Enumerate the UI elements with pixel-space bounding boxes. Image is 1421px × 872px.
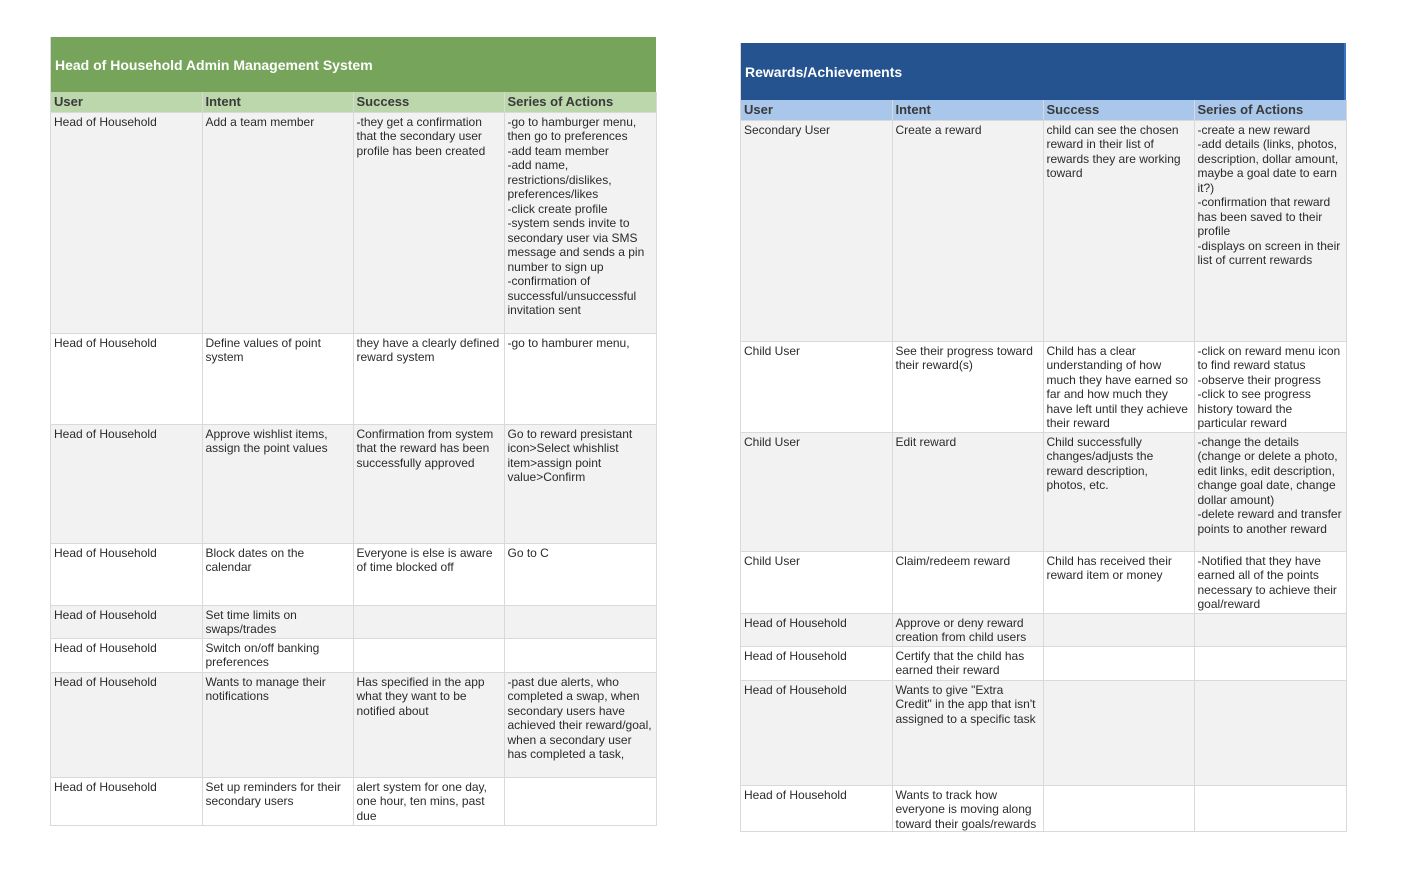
cell-user[interactable]: Head of Household <box>741 785 892 832</box>
table-row <box>51 638 656 672</box>
sheet-title[interactable]: Rewards/Achievements <box>741 43 1346 100</box>
cell-success[interactable] <box>1043 680 1194 785</box>
cell-success[interactable]: alert system for one day, one hour, ten mins, past due <box>353 777 504 825</box>
header-row <box>51 92 656 112</box>
cell-success[interactable]: Child has received their reward item or money <box>1043 551 1194 613</box>
cell-success[interactable]: Child has a clear understanding of how much they have earned so far and how much they have left until they achieve their reward <box>1043 341 1194 432</box>
table-row <box>741 613 1346 646</box>
cell-actions[interactable] <box>504 605 656 638</box>
cell-user[interactable]: Head of Household <box>51 638 202 672</box>
cell-user[interactable]: Child User <box>741 432 892 551</box>
cell-user[interactable]: Head of Household <box>741 646 892 680</box>
cell-success[interactable]: -they get a confirmation that the secondary user profile has been created <box>353 112 504 333</box>
header-actions[interactable]: Series of Actions <box>504 92 656 112</box>
cell-intent[interactable]: Wants to give "Extra Credit" in the app that isn't assigned to a specific task <box>892 680 1043 785</box>
cell-actions[interactable]: -create a new reward -add details (links, photos, description, dollar amount, maybe a goal date to earn it?) -confirmation that reward has been saved to their profile -displays on screen in their list of current rewards <box>1194 120 1346 341</box>
cell-intent[interactable]: Edit reward <box>892 432 1043 551</box>
cell-intent[interactable]: Define values of point system <box>202 333 353 424</box>
cell-intent[interactable]: Approve or deny reward creation from child users <box>892 613 1043 646</box>
cell-user[interactable]: Child User <box>741 341 892 432</box>
cell-success[interactable]: Has specified in the app what they want to be notified about <box>353 672 504 777</box>
cell-actions[interactable]: Go to C <box>504 543 656 605</box>
table-row <box>741 646 1346 680</box>
table-row <box>741 341 1346 432</box>
cell-intent[interactable]: Approve wishlist items, assign the point values <box>202 424 353 543</box>
cell-user[interactable]: Head of Household <box>51 777 202 825</box>
table-row <box>51 605 656 638</box>
cell-success[interactable] <box>1043 646 1194 680</box>
cell-intent[interactable]: Wants to track how everyone is moving along toward their goals/rewards <box>892 785 1043 832</box>
cell-actions[interactable]: Go to reward presistant icon>Select whishlist item>assign point value>Confirm <box>504 424 656 543</box>
cell-intent[interactable]: Block dates on the calendar <box>202 543 353 605</box>
header-success[interactable]: Success <box>353 92 504 112</box>
table-row <box>741 120 1346 341</box>
cell-intent[interactable]: Switch on/off banking preferences <box>202 638 353 672</box>
table-row <box>51 672 656 777</box>
header-user[interactable]: User <box>51 92 202 112</box>
header-intent[interactable]: Intent <box>892 100 1043 120</box>
cell-actions[interactable] <box>1194 613 1346 646</box>
cell-user[interactable]: Head of Household <box>51 543 202 605</box>
cell-user[interactable]: Head of Household <box>51 333 202 424</box>
cell-user[interactable]: Head of Household <box>51 112 202 333</box>
header-user[interactable]: User <box>741 100 892 120</box>
cell-intent[interactable]: Set up reminders for their secondary users <box>202 777 353 825</box>
cell-user[interactable]: Head of Household <box>51 424 202 543</box>
cell-success[interactable] <box>1043 785 1194 832</box>
cell-success[interactable] <box>1043 613 1194 646</box>
cell-actions[interactable]: -past due alerts, who completed a swap, when secondary users have achieved their reward/goal, when a secondary user has completed a task, <box>504 672 656 777</box>
table-row <box>51 424 656 543</box>
table-row <box>51 333 656 424</box>
rewards-achievements-sheet <box>740 43 1346 832</box>
cell-intent[interactable]: Wants to manage their notifications <box>202 672 353 777</box>
table-row <box>741 785 1346 832</box>
table-row <box>51 543 656 605</box>
cell-success[interactable]: Child successfully changes/adjusts the reward description, photos, etc. <box>1043 432 1194 551</box>
cell-actions[interactable] <box>1194 646 1346 680</box>
header-actions[interactable]: Series of Actions <box>1194 100 1346 120</box>
header-success[interactable]: Success <box>1043 100 1194 120</box>
cell-actions[interactable] <box>1194 785 1346 832</box>
cell-actions[interactable] <box>504 638 656 672</box>
cell-intent[interactable]: Add a team member <box>202 112 353 333</box>
cell-intent[interactable]: Claim/redeem reward <box>892 551 1043 613</box>
cell-actions[interactable]: -click on reward menu icon to find reward status -observe their progress -click to see progress history toward the particular reward <box>1194 341 1346 432</box>
cell-success[interactable]: Everyone is else is aware of time blocked off <box>353 543 504 605</box>
cell-success[interactable] <box>353 638 504 672</box>
table-row <box>51 112 656 333</box>
cell-success[interactable]: Confirmation from system that the reward has been successfully approved <box>353 424 504 543</box>
cell-user[interactable]: Head of Household <box>51 605 202 638</box>
cell-actions[interactable] <box>504 777 656 825</box>
cell-success[interactable] <box>353 605 504 638</box>
table-row <box>741 551 1346 613</box>
rewards-table <box>741 100 1347 832</box>
cell-intent[interactable]: See their progress toward their reward(s) <box>892 341 1043 432</box>
table-row <box>51 777 656 825</box>
cell-user[interactable]: Head of Household <box>741 680 892 785</box>
table-row <box>741 432 1346 551</box>
cell-actions[interactable]: -go to hamburer menu, <box>504 333 656 424</box>
cell-actions[interactable]: -change the details (change or delete a photo, edit links, edit description, change goal date, change dollar amount) -delete reward and transfer points to another reward <box>1194 432 1346 551</box>
admin-table <box>51 92 657 826</box>
cell-intent[interactable]: Set time limits on swaps/trades <box>202 605 353 638</box>
cell-intent[interactable]: Create a reward <box>892 120 1043 341</box>
cell-actions[interactable]: -Notified that they have earned all of the points necessary to achieve their goal/reward <box>1194 551 1346 613</box>
cell-user[interactable]: Child User <box>741 551 892 613</box>
admin-management-sheet <box>50 37 656 826</box>
cell-user[interactable]: Secondary User <box>741 120 892 341</box>
cell-user[interactable]: Head of Household <box>51 672 202 777</box>
table-row <box>741 680 1346 785</box>
sheet-title[interactable]: Head of Household Admin Management System <box>51 37 656 92</box>
cell-success[interactable]: child can see the chosen reward in their list of rewards they are working toward <box>1043 120 1194 341</box>
cell-user[interactable]: Head of Household <box>741 613 892 646</box>
cell-success[interactable]: they have a clearly defined reward system <box>353 333 504 424</box>
header-intent[interactable]: Intent <box>202 92 353 112</box>
cell-actions[interactable]: -go to hamburger menu, then go to preferences -add team member -add name, restrictions/dislikes, preferences/likes -click create profile -system sends invite to secondary user via SMS message and sends a pin number to sign up -confirmation of successful/unsuccessful invitation sent <box>504 112 656 333</box>
header-row <box>741 100 1346 120</box>
cell-intent[interactable]: Certify that the child has earned their reward <box>892 646 1043 680</box>
cell-actions[interactable] <box>1194 680 1346 785</box>
